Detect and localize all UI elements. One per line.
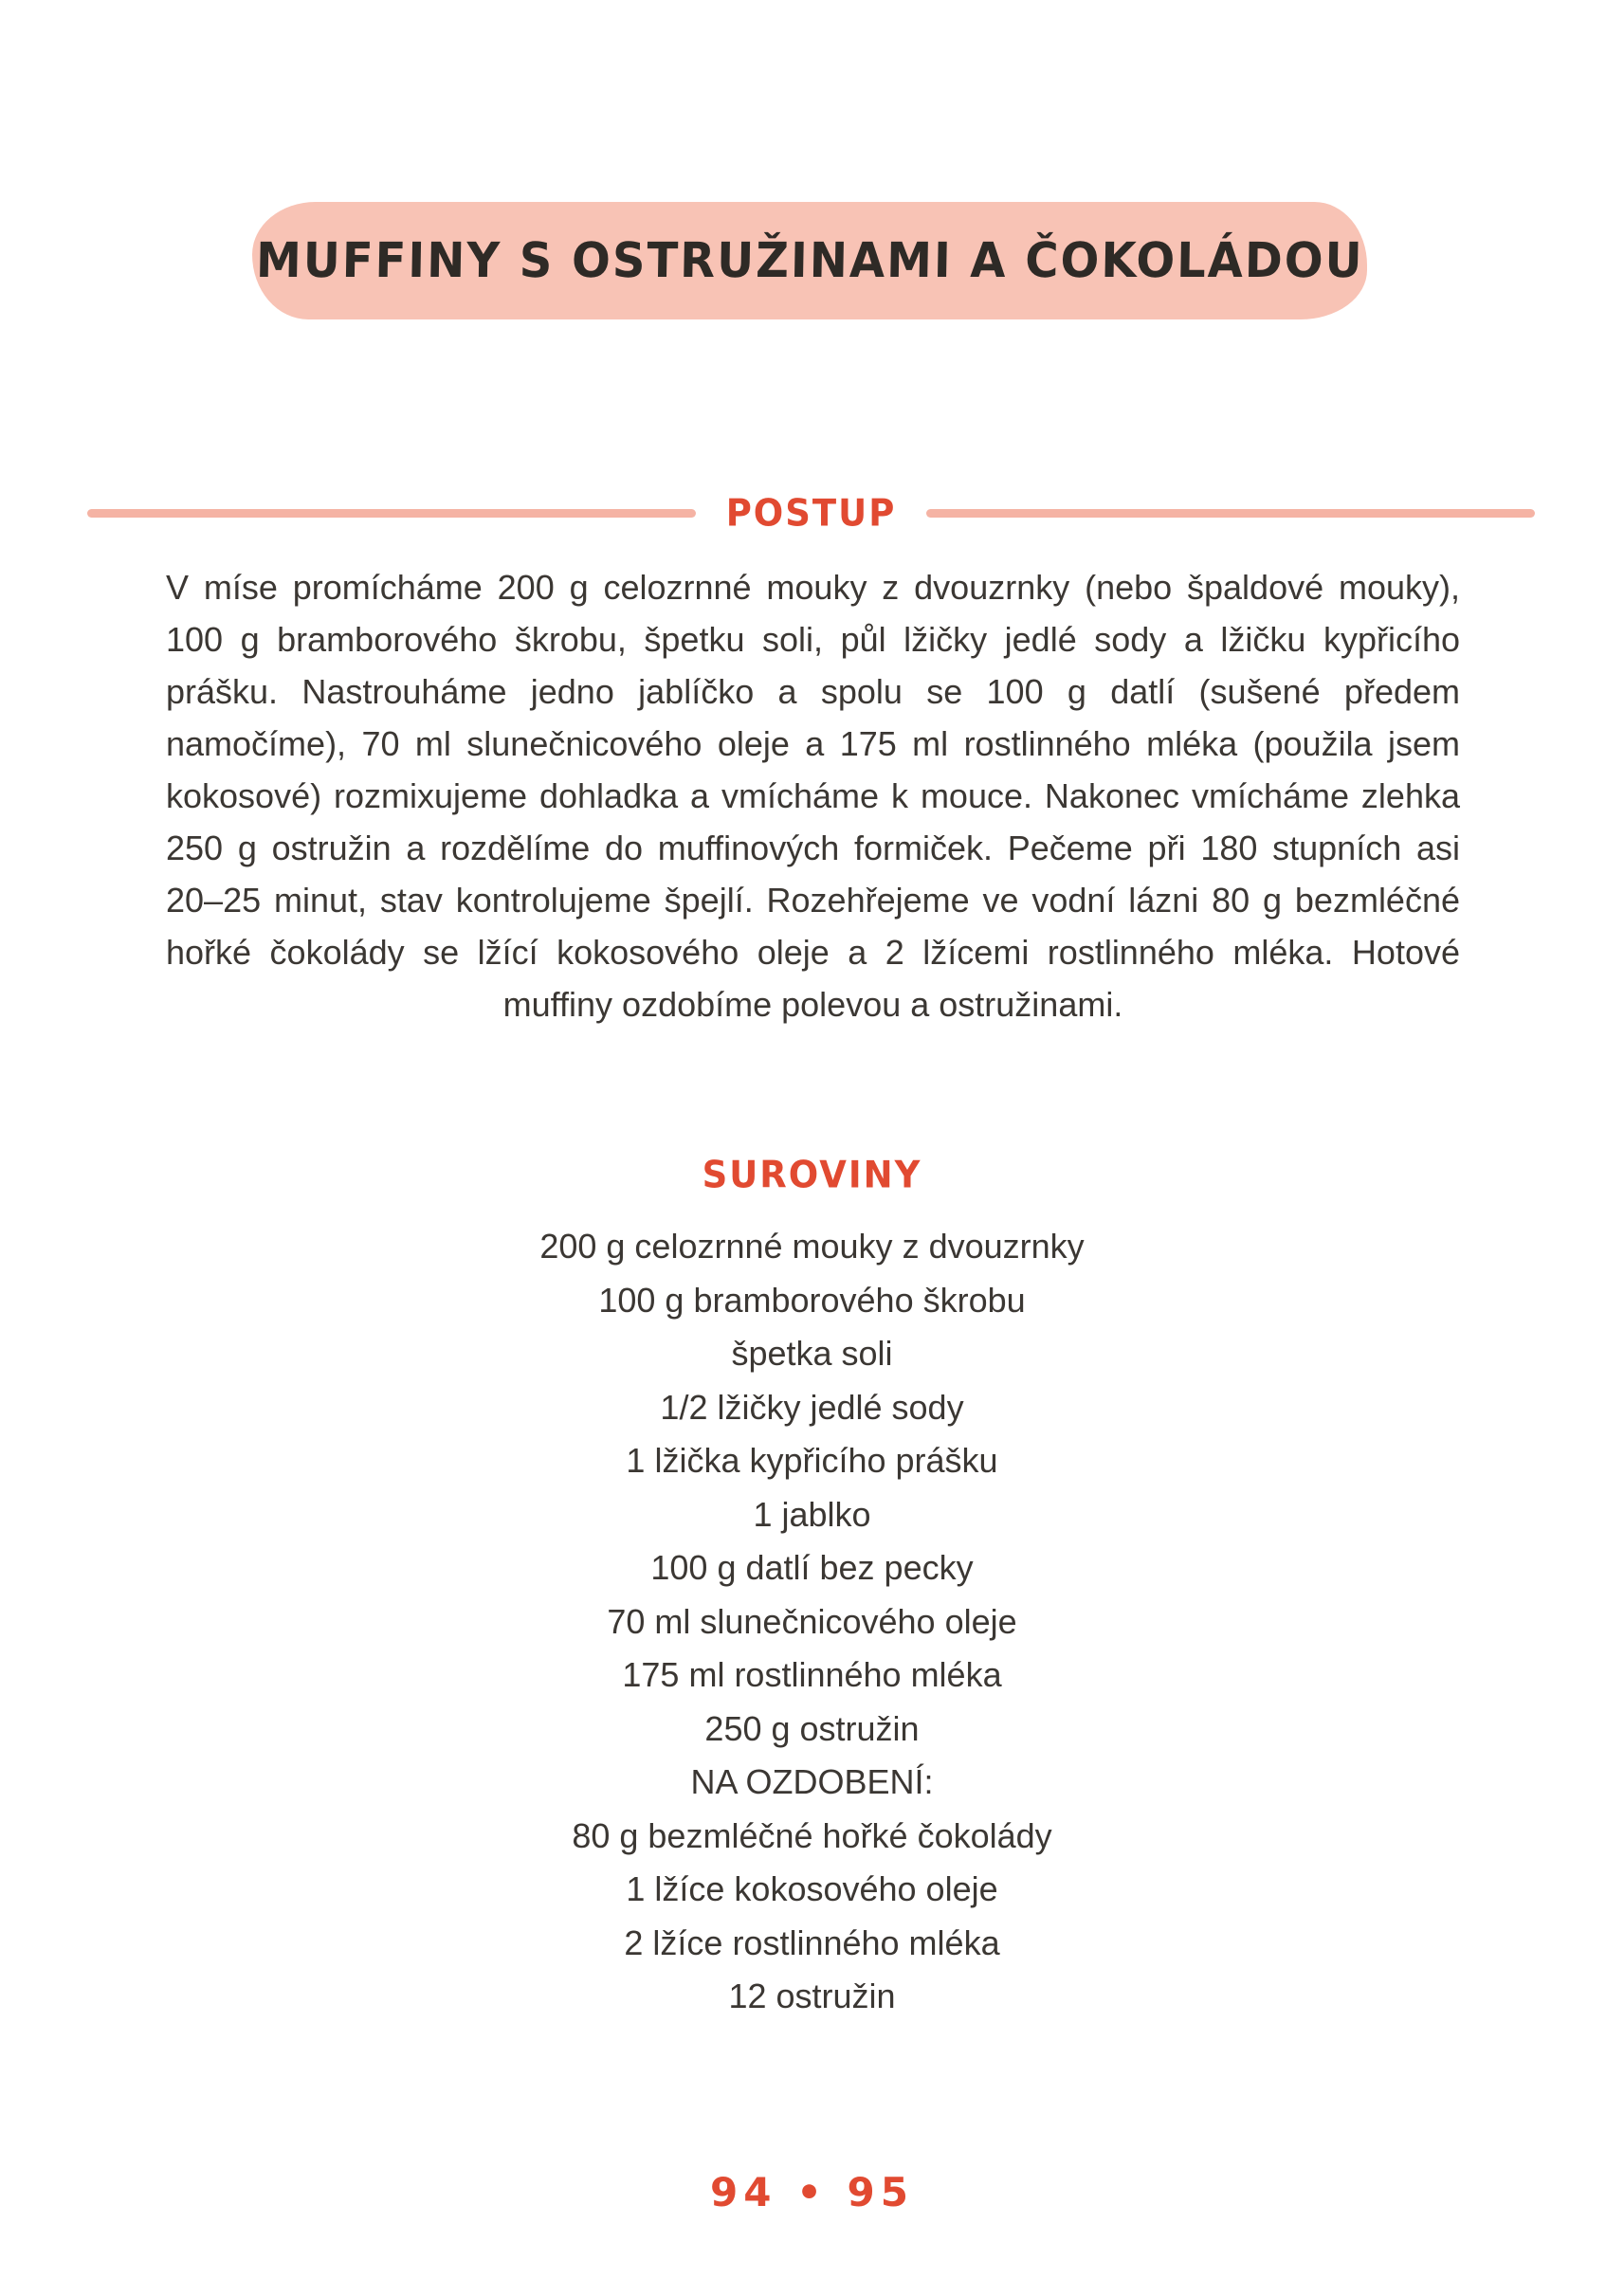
ingredient-item-subheading: NA OZDOBENÍ: — [690, 1762, 934, 1801]
decorative-rule-right — [926, 509, 1535, 518]
ingredient-item: 70 ml slunečnicového oleje — [607, 1601, 1017, 1641]
title-highlight-blob — [252, 202, 1367, 319]
ingredient-item: 12 ostružin — [728, 1977, 896, 2015]
postup-heading: POSTUP — [725, 491, 897, 536]
decorative-rule-left — [87, 509, 696, 518]
ingredient-item: 175 ml rostlinného mléka — [622, 1655, 1002, 1694]
ingredient-item: 1/2 lžičky jedlé sody — [660, 1387, 964, 1427]
ingredient-item: 100 g datlí bez pecky — [650, 1548, 974, 1587]
ingredient-item: 1 lžíce kokosového oleje — [626, 1869, 998, 1908]
ingredient-item: 200 g celozrnné mouky z dvouzrnky — [539, 1227, 1085, 1266]
suroviny-heading: SUROVINY — [702, 1153, 922, 1197]
ingredient-item: 250 g ostružin — [704, 1708, 920, 1748]
ingredient-item: 1 lžička kypřicího prášku — [626, 1441, 998, 1480]
ingredient-item: špetka soli — [731, 1334, 893, 1373]
postup-heading-row — [87, 493, 1535, 534]
ingredient-item: 80 g bezmléčné hořké čokolády — [572, 1815, 1052, 1855]
ingredient-item: 100 g bramborového škrobu — [598, 1280, 1026, 1320]
ingredient-item: 1 jablko — [753, 1494, 871, 1534]
suroviny-heading-row — [0, 1155, 1624, 1195]
ingredients-list — [0, 1220, 1624, 2024]
page-numbers: 94 • 95 — [710, 2169, 914, 2215]
ingredient-item: 2 lžíce rostlinného mléka — [624, 1922, 1000, 1962]
postup-body-text: V míse promícháme 200 g celozrnné mouky z dvouzrnky (nebo špaldové mouky), 100 g bramborového škrobu, špetku soli, půl lžičky jedlé sody a lžičku kypřicího prášku. Nastrouháme jedno jablíčko a spolu se 100 g datlí (sušené předem namočíme), 70 ml slunečnicového oleje a 175 ml rostlinného mléka (použila jsem kokosové) rozmixujeme dohladka a vmícháme k mouce. Nakonec vmícháme zlehka 250 g ostružin a rozdělíme do muffinových formiček. Pečeme při 180 stupních asi 20–25 minut, stav kontrolujeme špejlí. Rozehřejeme ve vodní lázni 80 g bezmléčné hořké čokolády se lžící kokosového oleje a 2 lžícemi rostlinného mléka. Hotové muffiny ozdobíme polevou a ostružinami. — [166, 568, 1460, 1024]
recipe-title: MUFFINY S OSTRUŽINAMI A ČOKOLÁDOU — [255, 232, 1364, 289]
